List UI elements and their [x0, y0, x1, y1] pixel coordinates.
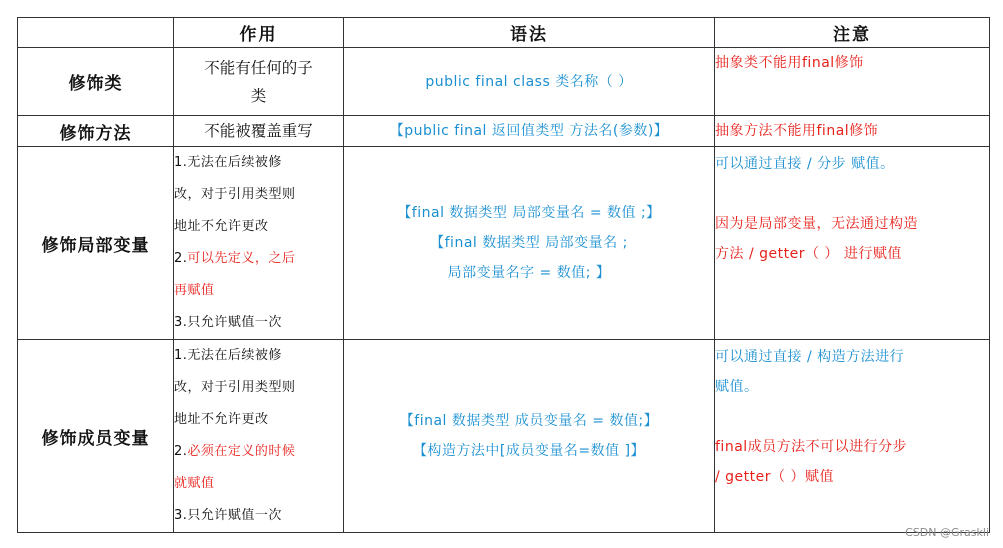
header-cell-effect: 作用 [174, 18, 344, 48]
effect-line: 3.只允许赋值一次 [174, 508, 282, 523]
effect-text: 不能被覆盖重写 [204, 122, 313, 140]
note-text-blue: 可以通过直接 / 分步 赋值。 [715, 156, 895, 172]
note-cell-member-variable [715, 340, 990, 533]
syntax-text: 【final 数据类型 局部变量名 ; [430, 235, 628, 251]
note-text-red: 方法 / getter（ ） 进行赋值 [715, 246, 902, 262]
note-text-blue: 赋值。 [715, 379, 759, 395]
effect-cell-class [174, 48, 344, 116]
note-text: 抽象类不能用final修饰 [715, 55, 864, 71]
header-cell-note: 注意 [715, 18, 990, 48]
effect-cell-local-variable [174, 147, 344, 340]
row-label-local-variable: 修饰局部变量 [18, 147, 174, 340]
syntax-cell-member-variable [344, 340, 715, 533]
note-spacer [715, 179, 989, 209]
effect-line: 地址不允许更改 [174, 412, 269, 427]
syntax-text: 【public final 返回值类型 方法名(参数)】 [389, 123, 669, 139]
syntax-text: 【构造方法中[成员变量名=数值 ]】 [412, 443, 646, 459]
effect-line [174, 436, 343, 468]
effect-line: 改，对于引用类型则 [174, 187, 296, 202]
note-text-red: final成员方法不可以进行分步 [715, 439, 908, 455]
watermark-text: CSDN @Graskli [905, 526, 989, 539]
header-cell-blank [18, 18, 174, 48]
effect-line: 再赋值 [174, 283, 215, 298]
row-label-class: 修饰类 [18, 48, 174, 116]
effect-line-red: 可以先定义，之后 [187, 251, 296, 266]
syntax-cell-local-variable [344, 147, 715, 340]
effect-line-prefix: 2. [174, 444, 188, 459]
note-text: 抽象方法不能用final修饰 [715, 123, 879, 139]
effect-line: 就赋值 [174, 476, 215, 491]
effect-cell-member-variable [174, 340, 344, 533]
syntax-text: 局部变量名字 = 数值; 】 [447, 265, 611, 281]
note-text-red: / getter（ ）赋值 [715, 469, 834, 485]
effect-line: 1.无法在后续被修 [174, 155, 282, 170]
effect-line: 1.无法在后续被修 [174, 348, 282, 363]
syntax-cell-method [344, 116, 715, 147]
table-row-class [18, 48, 990, 116]
effect-text: 类 [250, 86, 267, 105]
note-cell-method [715, 116, 990, 147]
syntax-cell-class [344, 48, 715, 116]
syntax-text: 【final 数据类型 成员变量名 = 数值;】 [399, 413, 659, 429]
effect-line: 改，对于引用类型则 [174, 380, 296, 395]
effect-line: 3.只允许赋值一次 [174, 315, 282, 330]
effect-line-prefix: 2. [174, 251, 188, 266]
note-cell-class [715, 48, 990, 116]
effect-line-red: 必须在定义的时候 [187, 444, 296, 459]
table-row-member-variable [18, 340, 990, 533]
note-cell-local-variable [715, 147, 990, 340]
table-row-local-variable [18, 147, 990, 340]
effect-line: 地址不允许更改 [174, 219, 269, 234]
effect-line [174, 243, 343, 275]
note-text-red: 因为是局部变量，无法通过构造 [715, 216, 918, 232]
header-cell-syntax: 语法 [344, 18, 715, 48]
syntax-text: public final class 类名称（ ） [425, 73, 633, 90]
row-label-method: 修饰方法 [18, 116, 174, 147]
note-spacer [715, 402, 989, 432]
table-header-row [18, 18, 990, 48]
table-row-method [18, 116, 990, 147]
note-text-blue: 可以通过直接 / 构造方法进行 [715, 349, 905, 365]
effect-cell-method [174, 116, 344, 147]
final-keyword-table [17, 17, 990, 533]
row-label-member-variable: 修饰成员变量 [18, 340, 174, 533]
syntax-text: 【final 数据类型 局部变量名 = 数值 ;】 [397, 205, 661, 221]
effect-text: 不能有任何的子 [204, 58, 313, 77]
